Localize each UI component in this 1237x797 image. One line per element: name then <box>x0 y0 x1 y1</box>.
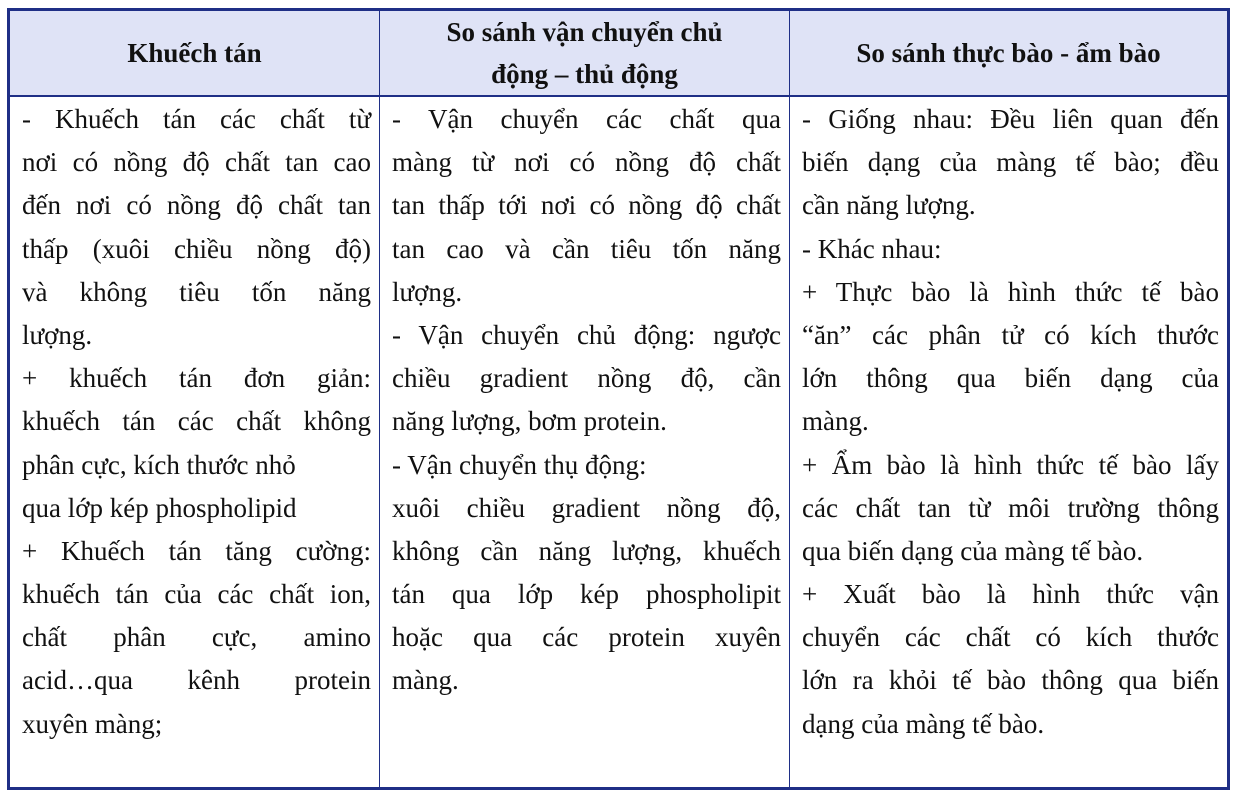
text-line: + Khuếch tán tăng cường: <box>22 535 371 566</box>
text-line: đến nơi có nồng độ chất tan <box>22 190 371 221</box>
text-line: thấp (xuôi chiều nồng độ) <box>22 233 371 264</box>
text-line: chất phân cực, amino <box>22 622 371 653</box>
text-line: + khuếch tán đơn giản: <box>22 363 371 394</box>
text-line: acid…qua kênh protein <box>22 665 371 696</box>
text-line: khuếch tán của các chất ion, <box>22 579 371 610</box>
text-line: màng. <box>802 406 869 437</box>
text-line: cần năng lượng. <box>802 190 976 221</box>
header-van-chuyen <box>380 10 790 97</box>
header-khuech-tan <box>9 10 380 97</box>
comparison-table <box>7 8 1230 790</box>
header-row <box>9 10 1229 97</box>
text-line: khuếch tán các chất không <box>22 406 371 437</box>
text-line: - Khuếch tán các chất từ <box>22 104 371 134</box>
text-line: + Thực bào là hình thức tế bào <box>802 276 1219 307</box>
text-line: tan cao và cần tiêu tốn năng <box>392 233 781 264</box>
text-line: biến dạng của màng tế bào; đều <box>802 147 1219 178</box>
header-line: động – thủ động <box>491 59 678 89</box>
header-line: Khuếch tán <box>127 38 262 68</box>
text-line: tan thấp tới nơi có nồng độ chất <box>392 190 781 221</box>
cell-khuech-tan <box>9 96 380 789</box>
text-line: lượng. <box>22 319 93 350</box>
text-line: không cần năng lượng, khuếch <box>392 535 781 566</box>
text-line: xuyên màng; <box>22 708 163 739</box>
text-line: màng từ nơi có nồng độ chất <box>392 147 781 178</box>
header-thuc-bao-am-bao <box>790 10 1229 97</box>
text-line: - Vận chuyển thụ động: <box>392 449 647 480</box>
text-line: và không tiêu tốn năng <box>22 276 371 307</box>
text-line: phân cực, kích thước nhỏ <box>22 449 296 480</box>
text-line: + Ẩm bào là hình thức tế bào lấy <box>802 449 1219 480</box>
text-line: qua biến dạng của màng tế bào. <box>802 535 1144 566</box>
text-line: xuôi chiều gradient nồng độ, <box>392 492 781 523</box>
text-line: màng. <box>392 665 459 696</box>
text-line: lớn thông qua biến dạng của <box>802 363 1219 394</box>
text-line: các chất tan từ môi trường thông <box>802 492 1219 523</box>
text-line: hoặc qua các protein xuyên <box>392 622 781 653</box>
text-line: dạng của màng tế bào. <box>802 708 1045 739</box>
content-row <box>9 96 1229 789</box>
text-line: - Vận chuyển các chất qua <box>392 104 781 134</box>
cell-thuc-bao-am-bao <box>790 96 1229 789</box>
text-line: nơi có nồng độ chất tan cao <box>22 147 371 178</box>
text-line: năng lượng, bơm protein. <box>392 406 667 437</box>
text-line: chuyển các chất có kích thước <box>802 622 1219 653</box>
text-line: - Khác nhau: <box>802 233 942 264</box>
text-line: qua lớp kép phospholipid <box>22 492 297 523</box>
text-line: - Giống nhau: Đều liên quan đến <box>802 104 1219 134</box>
text-line: chiều gradient nồng độ, cần <box>392 363 781 394</box>
text-line: - Vận chuyển chủ động: ngược <box>392 319 781 350</box>
text-line: + Xuất bào là hình thức vận <box>802 579 1219 610</box>
text-line: lớn ra khỏi tế bào thông qua biến <box>802 665 1219 696</box>
text-line: “ăn” các phân tử có kích thước <box>802 319 1219 350</box>
text-line: lượng. <box>392 276 463 307</box>
header-line: So sánh vận chuyển chủ <box>446 17 723 47</box>
text-line: tán qua lớp kép phospholipit <box>392 579 781 610</box>
header-line: So sánh thực bào - ẩm bào <box>856 38 1161 68</box>
cell-van-chuyen <box>380 96 790 789</box>
